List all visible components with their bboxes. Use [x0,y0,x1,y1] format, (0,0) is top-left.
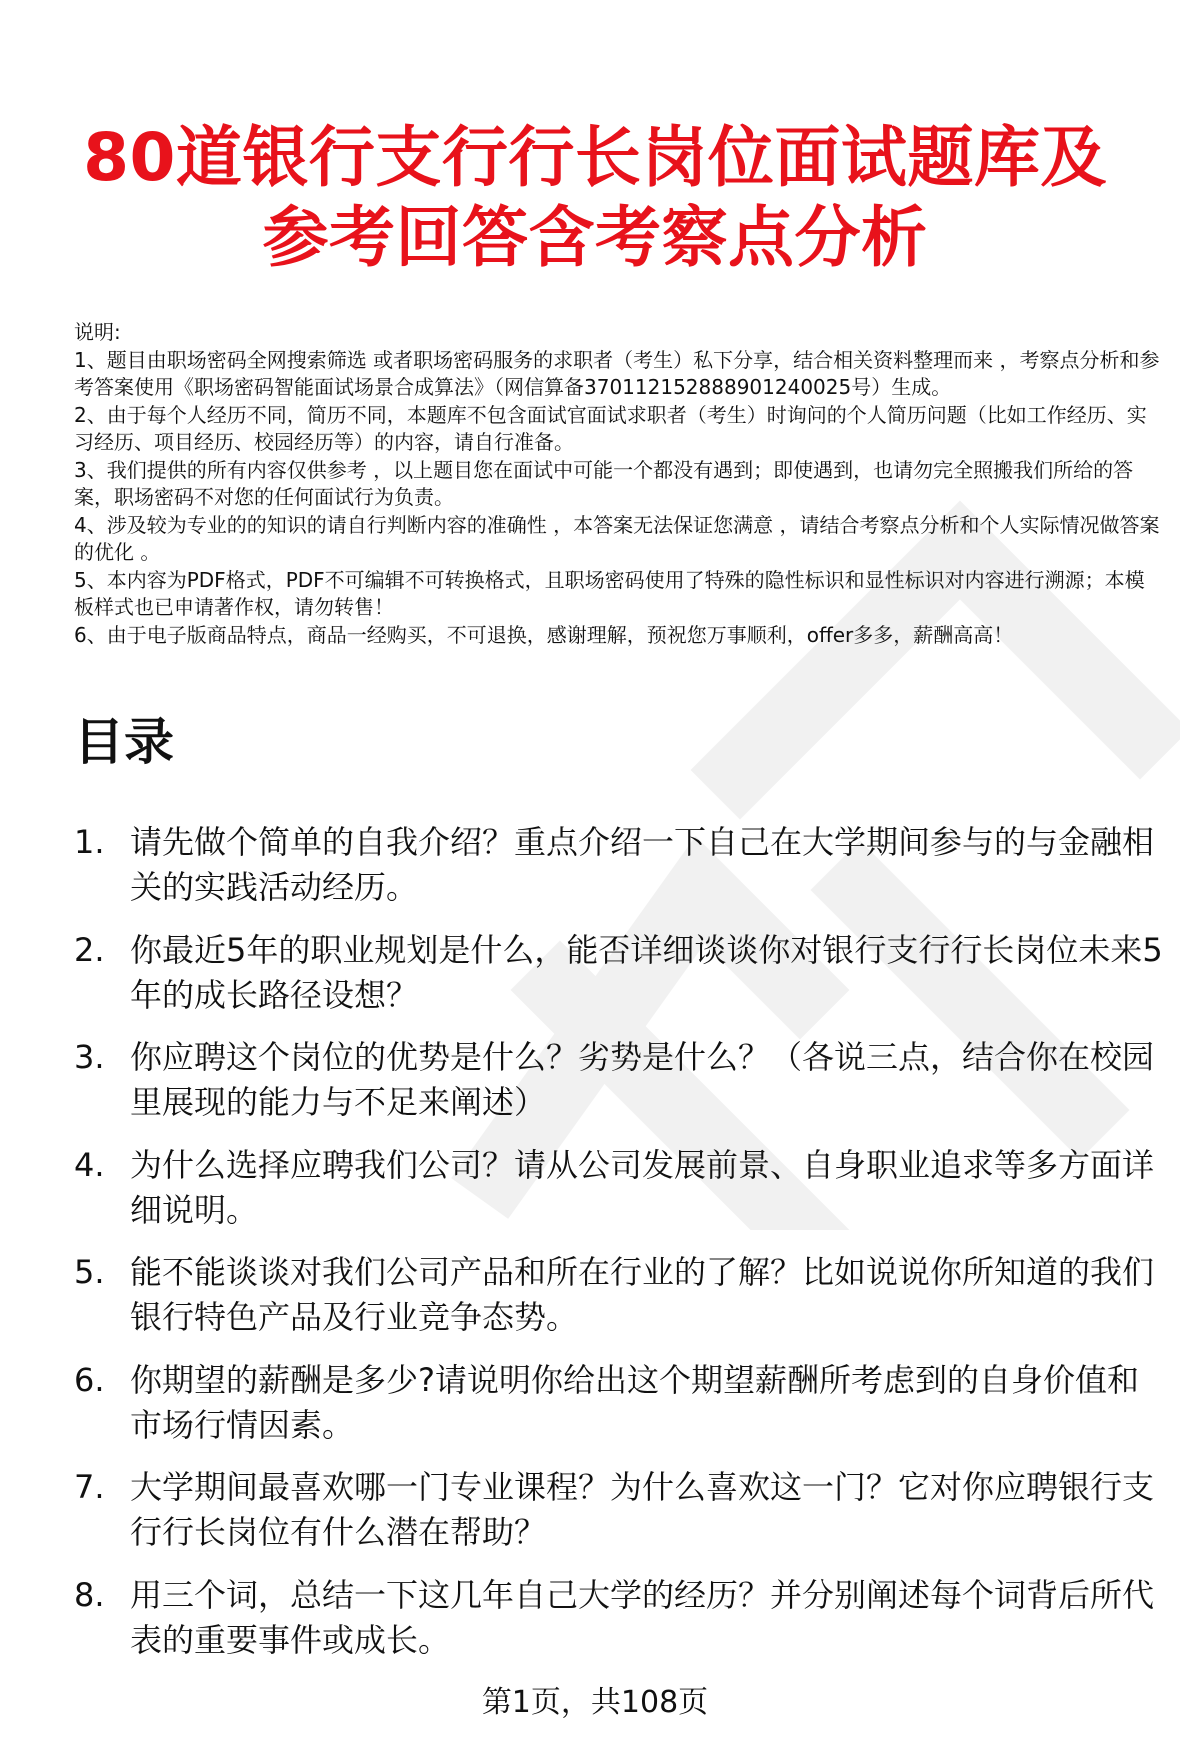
toc-item-text: 能不能谈谈对我们公司产品和所在行业的了解？比如说说你所知道的我们银行特色产品及行业竞争态势。 [130,1253,1155,1336]
instructions-heading: 说明: [74,320,121,344]
page-number: 第1页，共108页 [481,1685,709,1720]
toc-item [74,1250,1169,1340]
instructions-block [74,319,1164,649]
toc-item-text: 请先做个简单的自我介绍？重点介绍一下自己在大学期间参与的与金融相关的实践活动经历。 [130,823,1155,906]
toc-item-text: 用三个词，总结一下这几年自己大学的经历？并分别阐述每个词背后所代表的重要事件或成长。 [130,1575,1155,1659]
toc-item-number: 5. [74,1253,105,1291]
toc-item-text: 你应聘这个岗位的优势是什么？劣势是什么？（各说三点，结合你在校园里展现的能力与不足来阐述） [130,1038,1155,1121]
instruction-item: 4、涉及较为专业的的知识的请自行判断内容的准确性 ，本答案无法保证您满意 ，请结合考察点分析和个人实际情况做答案的优化 。 [74,512,1160,564]
toc-item [74,820,1169,910]
toc-list [74,820,1169,1680]
toc-item-text: 为什么选择应聘我们公司？请从公司发展前景、自身职业追求等多方面详细说明。 [130,1145,1155,1229]
toc-item-number: 6. [74,1360,105,1399]
instruction-item: 1、题目由职场密码全网搜索筛选 或者职场密码服务的求职者（考生）私下分享，结合相关资料整理而来 ，考察点分析和参考答案使用《职场密码智能面试场景合成算法》（网信算备370112152888901240025号）生成。 [74,347,1160,399]
toc-item [74,1573,1169,1663]
toc-item [74,1035,1169,1125]
instruction-item: 2、由于每个人经历不同，简历不同，本题库不包含面试官面试求职者（考生）时询问的个人简历问题（比如工作经历、实习经历、项目经历、校园经历等）的内容，请自行准备。 [74,402,1147,454]
toc-item [74,1358,1169,1448]
toc-item [74,928,1169,1018]
document-title [50,118,1140,278]
toc-item-number: 1. [74,823,105,861]
title-line-2: 参考回答含考察点分析 [262,199,928,276]
toc-heading: 目录 [74,713,174,771]
toc-item-number: 2. [74,930,105,969]
title-line-1: 80道银行支行行长岗位面试题库及 [83,119,1107,196]
toc-item [74,1143,1169,1233]
instruction-item: 6、由于电子版商品特点，商品一经购买，不可退换，感谢理解，预祝您万事顺利，offer多多，薪酬高高！ [74,622,1014,647]
toc-item-number: 7. [74,1468,105,1506]
toc-item-number: 4. [74,1145,105,1184]
instruction-item: 5、本内容为PDF格式，PDF不可编辑不可转换格式，且职场密码使用了特殊的隐性标识和显性标识对内容进行溯源；本模板样式也已申请著作权，请勿转售！ [74,567,1145,619]
toc-item-text: 大学期间最喜欢哪一门专业课程？为什么喜欢这一门？它对你应聘银行支行行长岗位有什么潜在帮助？ [130,1468,1155,1551]
toc-item-number: 8. [74,1575,105,1614]
toc-item-number: 3. [74,1038,105,1076]
toc-item [74,1465,1169,1555]
toc-item-text: 你最近5年的职业规划是什么，能否详细谈谈你对银行支行行长岗位未来5年的成长路径设想？ [130,930,1163,1014]
instruction-item: 3、我们提供的所有内容仅供参考 ，以上题目您在面试中可能一个都没有遇到；即使遇到，也请勿完全照搬我们所给的答案，职场密码不对您的任何面试行为负责。 [74,457,1134,509]
toc-item-text: 你期望的薪酬是多少?请说明你给出这个期望薪酬所考虑到的自身价值和市场行情因素。 [130,1360,1139,1444]
